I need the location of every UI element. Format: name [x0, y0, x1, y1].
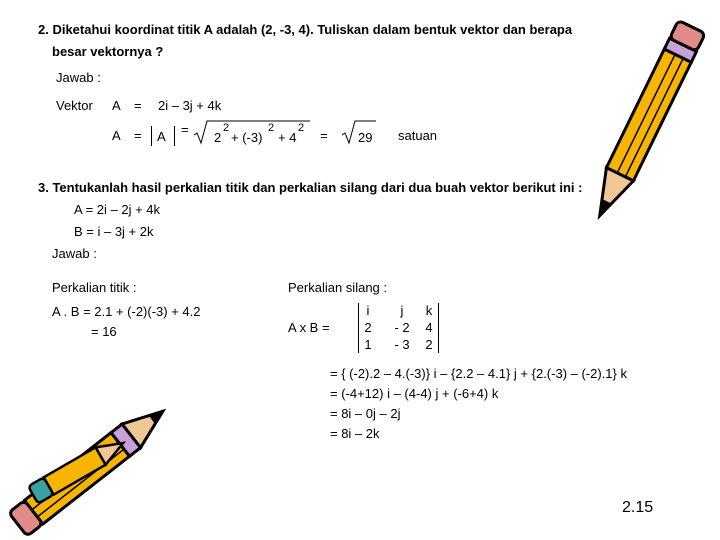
cross-step-3: = 8i – 0j – 2j: [330, 406, 401, 421]
problem3-line1: 3. Tentukanlah hasil perkalian titik dan perkalian silang dari dua buah vektor berikut ini :: [38, 180, 583, 195]
dot-product-line1: A . B = 2.1 + (-2)(-3) + 4.2: [52, 304, 201, 319]
magnitude-equals: =: [134, 128, 142, 143]
det-cell-r1c2: j: [400, 303, 404, 318]
dot-product-title: Perkalian titik :: [52, 280, 137, 295]
term3-base: + 4: [278, 130, 297, 145]
vektor-label: Vektor: [56, 98, 93, 113]
term3-exponent: 2: [298, 122, 305, 134]
cross-step-4: = 8i – 2k: [330, 426, 380, 441]
det-cell-r1c1: i: [366, 303, 370, 318]
cross-product-title: Perkalian silang :: [288, 280, 387, 295]
abs-bar-left: [151, 126, 152, 146]
result-equals: =: [320, 128, 328, 143]
det-cell-r3c2: - 3: [394, 337, 410, 352]
term1-base: 2: [214, 130, 222, 145]
problem2-line1: 2. Diketahui koordinat titik A adalah (2, -3, 4). Tuliskan dalam bentuk vektor dan berapa: [38, 22, 573, 37]
term2-exponent: 2: [268, 122, 275, 134]
problem3-jawab: Jawab :: [52, 246, 97, 261]
cross-step-2: = (-4+12) i – (4-4) j + (-6+4) k: [330, 386, 499, 401]
page-number: 2.15: [622, 499, 654, 516]
vector-a-symbol: A: [112, 98, 121, 113]
det-cell-r2c3: 4: [425, 320, 433, 335]
term2-base: + (-3): [231, 130, 263, 145]
magnitude-a-symbol: A: [112, 128, 121, 143]
det-cell-r2c1: 2: [364, 320, 372, 335]
det-cell-r3c3: 2: [425, 337, 433, 352]
magnitude-a-inner: A: [157, 129, 166, 144]
det-cell-r2c2: - 2: [394, 320, 410, 335]
sqrt-value: 29: [358, 130, 373, 145]
unit-label: satuan: [398, 128, 438, 143]
vector-a-equals: =: [134, 98, 142, 113]
problem2-jawab: Jawab :: [56, 70, 101, 85]
problem3-vector-b: B = i – 3j + 2k: [74, 224, 154, 239]
determinant-bar-left: [358, 303, 359, 353]
cross-step-1: = { (-2).2 – 4.(-3)} i – {2.2 – 4.1} j + {2.(-3) – (-2).1} k: [330, 366, 627, 381]
dot-product-result: = 16: [91, 324, 117, 339]
term1-exponent: 2: [223, 122, 230, 134]
cross-product-label: A x B =: [288, 320, 330, 335]
det-cell-r1c3: k: [425, 303, 433, 318]
problem3-vector-a: A = 2i – 2j + 4k: [74, 202, 161, 217]
determinant-bar-right: [438, 303, 439, 353]
magnitude-equals-2: =: [181, 122, 189, 137]
det-cell-r3c1: 1: [364, 337, 372, 352]
problem2-line2: besar vektornya ?: [52, 44, 164, 59]
abs-bar-right: [174, 126, 175, 146]
vector-a-expression: 2i – 3j + 4k: [158, 98, 222, 113]
